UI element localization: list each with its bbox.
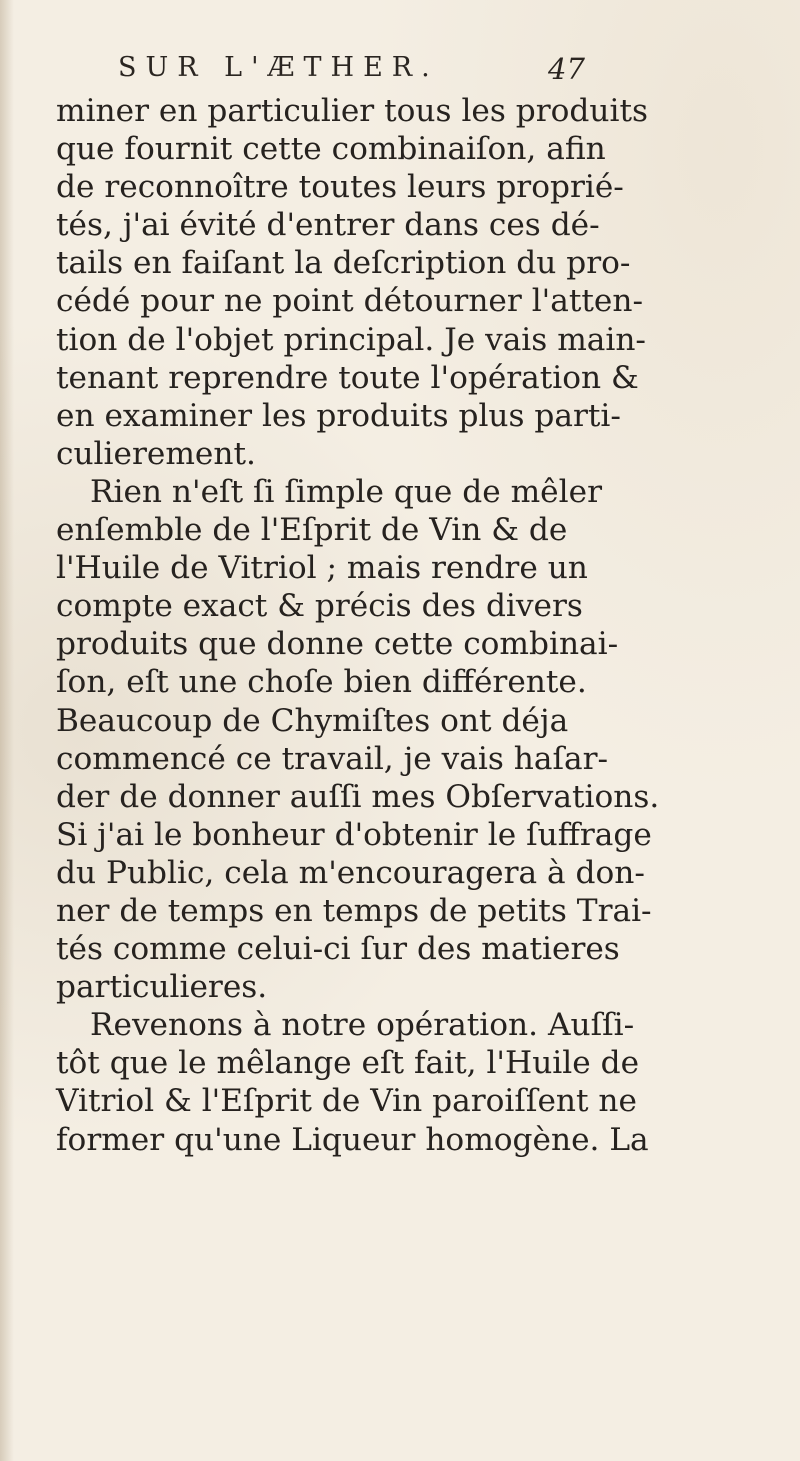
text-line: former qu'une Liqueur homogène. La bbox=[56, 1121, 649, 1158]
text-line: ner de temps en temps de petits Trai- bbox=[56, 892, 652, 929]
text-line: Vitriol & l'Eſprit de Vin paroiſſent ne bbox=[56, 1083, 637, 1120]
text-line: en examiner les produits plus parti- bbox=[56, 397, 621, 434]
text-line: du Public, cela m'encouragera à don- bbox=[56, 854, 645, 891]
text-line: der de donner auſſi mes Obſervations. bbox=[56, 778, 660, 815]
text-line: Rien n'eſt ſi ſimple que de mêler bbox=[90, 473, 602, 510]
text-line: compte exact & précis des divers bbox=[56, 588, 583, 625]
text-line: tails en faiſant la deſcription du pro- bbox=[56, 245, 631, 282]
page-number: 47 bbox=[548, 52, 585, 86]
text-line: tôt que le mêlange eſt fait, l'Huile de bbox=[56, 1045, 640, 1082]
text-line: l'Huile de Vitriol ; mais rendre un bbox=[56, 550, 588, 587]
text-line: enſemble de l'Eſprit de Vin & de bbox=[56, 512, 568, 549]
text-line: tés, j'ai évité d'entrer dans ces dé- bbox=[56, 207, 600, 244]
text-line: tés comme celui-ci ſur des matieres bbox=[56, 931, 620, 968]
text-line: particulieres. bbox=[56, 969, 268, 1006]
text-line: cédé pour ne point détourner l'atten- bbox=[56, 283, 643, 320]
page-header bbox=[118, 52, 598, 92]
running-head: SUR L'ÆTHER. bbox=[118, 52, 439, 83]
text-line: Beaucoup de Chymiſtes ont déja bbox=[56, 702, 569, 739]
text-line: tenant reprendre toute l'opération & bbox=[56, 359, 639, 396]
body-text bbox=[56, 92, 796, 1159]
text-line: commencé ce travail, je vais haſar- bbox=[56, 740, 609, 777]
text-line: produits que donne cette combinai- bbox=[56, 626, 619, 663]
text-line: miner en particulier tous les produits bbox=[56, 93, 648, 129]
page-gutter-shadow bbox=[0, 0, 14, 1461]
text-line: ſon, eſt une choſe bien différente. bbox=[56, 664, 587, 701]
text-line: culierement. bbox=[56, 435, 256, 472]
text-line: Si j'ai le bonheur d'obtenir le ſuffrage bbox=[56, 816, 652, 853]
text-line: tion de l'objet principal. Je vais main- bbox=[56, 321, 646, 358]
text-line: que fournit cette combinaiſon, afin bbox=[56, 131, 606, 168]
text-line: Revenons à notre opération. Auſſi- bbox=[90, 1007, 635, 1044]
text-line: de reconnoître toutes leurs proprié- bbox=[56, 169, 624, 206]
